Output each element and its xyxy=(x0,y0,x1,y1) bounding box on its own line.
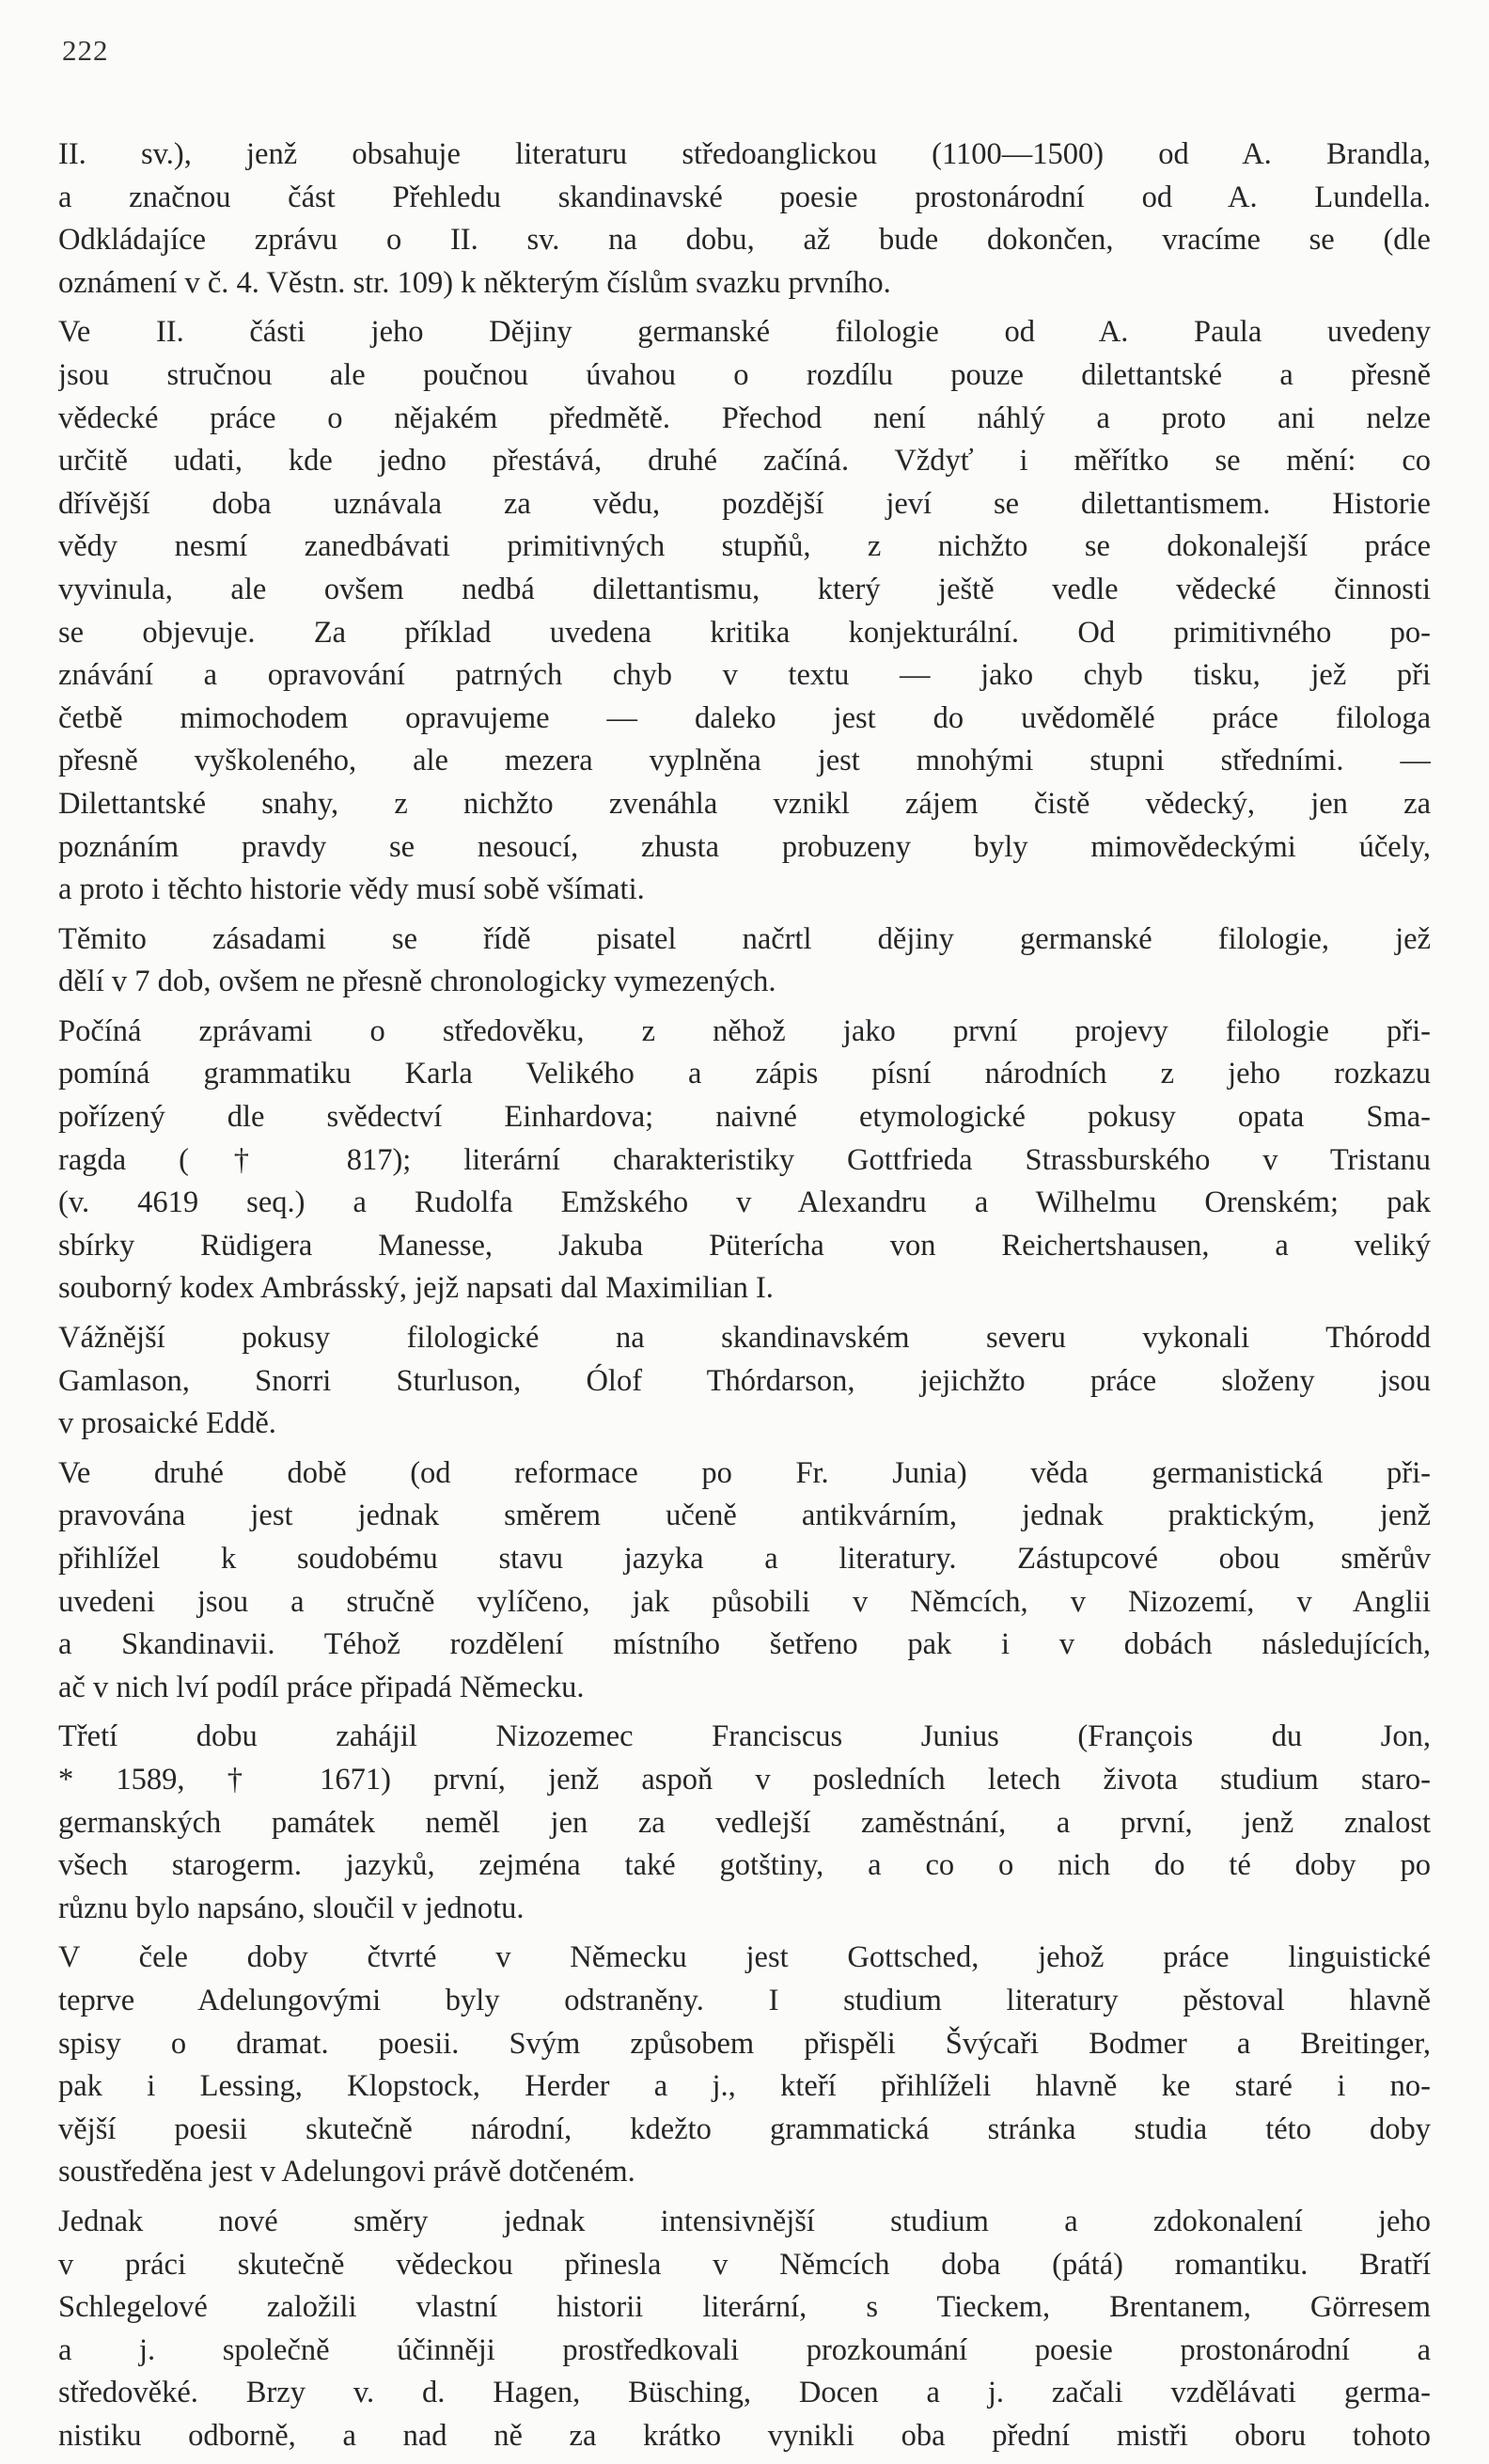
text-line: a proto i těchto historie vědy musí sobě všímati. xyxy=(58,872,645,907)
text-line: dřívější doba uznávala za vědu, pozdější jeví se dilettantismem. Historie xyxy=(58,486,1431,521)
text-line: v práci skutečně vědeckou přinesla v Němcích doba (pátá) romantiku. Bratří xyxy=(58,2247,1431,2282)
text-line: soustředěna jest v Adelungovi právě dotčeném. xyxy=(58,2155,635,2189)
text-line: různu bylo napsáno, sloučil v jednotu. xyxy=(58,1891,525,1925)
text-line: * 1589, † 1671) první, jenž aspoň v posledních letech života studium staro- xyxy=(58,1762,1431,1797)
text-line: jsou stručnou ale poučnou úvahou o rozdílu pouze dilettantské a přesně xyxy=(58,357,1431,392)
text-line: (v. 4619 seq.) a Rudolfa Emžského v Alexandru a Wilhelmu Orenském; pak xyxy=(58,1185,1431,1220)
text-line: a Skandinavii. Téhož rozdělení místního šetřeno pak i v dobách následujících, xyxy=(58,1627,1431,1662)
text-line: Počíná zprávami o středověku, z něhož jako první projevy filologie při- xyxy=(58,1013,1431,1048)
paragraph xyxy=(58,1011,1431,1310)
text-line: Ve druhé době (od reformace po Fr. Junia) věda germanistická při- xyxy=(58,1455,1431,1490)
text-line: všech starogerm. jazyků, zejména také gotštiny, a co o nich do té doby po xyxy=(58,1848,1431,1883)
text-line: Těmito zásadami se řídě pisatel načrtl dějiny germanské filologie, jež xyxy=(58,921,1431,956)
text-line: pořízený dle svědectví Einhardova; naivné etymologické pokusy opata Sma- xyxy=(58,1100,1431,1135)
text-line: sbírky Rüdigera Manesse, Jakuba Püterícha von Reichertshausen, a veliký xyxy=(58,1228,1431,1263)
text-line: V čele doby čtvrté v Německu jest Gottsched, jehož práce linguistické xyxy=(58,1940,1431,1975)
text-line: přesně vyškoleného, ale mezera vyplněna jest mnohými stupni středními. — xyxy=(58,744,1431,778)
body-text xyxy=(58,133,1431,2457)
text-line: Schlegelové založili vlastní historii literární, s Tieckem, Brentanem, Görresem xyxy=(58,2290,1431,2325)
paragraph-gap xyxy=(58,1004,1431,1011)
text-line: Ve II. části jeho Dějiny germanské filologie od A. Paula uvedeny xyxy=(58,315,1431,350)
paragraph xyxy=(58,1317,1431,1446)
page-number: 222 xyxy=(62,34,109,67)
text-line: vědecké práce o nějakém předmětě. Přechod není náhlý a proto ani nelze xyxy=(58,400,1431,435)
paragraph xyxy=(58,2201,1431,2458)
text-line: pravována jest jednak směrem učeně antikvárním, jednak praktickým, jenž xyxy=(58,1499,1431,1533)
paragraph-gap xyxy=(58,305,1431,311)
text-line: nistiku odborně, a nad ně za krátko vynikli oba přední mistři oboru tohoto xyxy=(58,2418,1431,2453)
text-line: vyvinula, ale ovšem nedbá dilettantismu, který ještě vedle vědecké činnosti xyxy=(58,572,1431,606)
text-line: II. sv.), jenž obsahuje literaturu středoanglickou (1100—1500) od A. Brandla, xyxy=(58,137,1431,171)
text-line: pomíná grammatiku Karla Velikého a zápis písní národních z jeho rozkazu xyxy=(58,1057,1431,1091)
text-line: a j. společně účinněji prostředkovali prozkoumání poesie prostonárodní a xyxy=(58,2332,1431,2367)
paragraph xyxy=(58,133,1431,305)
text-line: uvedeni jsou a stručně vylíčeno, jak působili v Němcích, v Nizozemí, v Anglii xyxy=(58,1584,1431,1619)
text-line: germanských památek neměl jen za vedlejší zaměstnání, a první, jenž znalost xyxy=(58,1805,1431,1840)
text-line: ragda († 817); literární charakteristiky Gottfrieda Strassburského v Tristanu xyxy=(58,1142,1431,1177)
text-line: oznámení v č. 4. Věstn. str. 109) k některým číslům svazku prvního. xyxy=(58,265,891,300)
text-line: Gamlason, Snorri Sturluson, Ólof Thórdarson, jejichžto práce složeny jsou xyxy=(58,1363,1431,1398)
paragraph xyxy=(58,918,1431,1004)
text-line: poznáním pravdy se nesoucí, zhusta probuzeny byly mimovědeckými účely, xyxy=(58,829,1431,864)
paragraph xyxy=(58,1452,1431,1710)
paragraph xyxy=(58,311,1431,911)
text-line: vější poesii skutečně národní, kdežto grammatická stránka studia této doby xyxy=(58,2111,1431,2146)
paragraph xyxy=(58,1716,1431,1930)
text-line: teprve Adelungovými byly odstraněny. I studium literatury pěstoval hlavně xyxy=(58,1983,1431,2017)
paragraph-gap xyxy=(58,1446,1431,1452)
text-line: Jednak nové směry jednak intensivnější studium a zdokonalení jeho xyxy=(58,2204,1431,2238)
text-line: Odkládajíce zprávu o II. sv. na dobu, až bude dokončen, vracíme se (dle xyxy=(58,223,1431,258)
text-line: Vážnější pokusy filologické na skandinavském severu vykonali Thórodd xyxy=(58,1321,1431,1356)
text-line: znávání a opravování patrných chyb v textu — jako chyb tisku, jež při xyxy=(58,658,1431,693)
text-line: dělí v 7 dob, ovšem ne přesně chronologicky vymezených. xyxy=(58,965,776,999)
text-line: četbě mimochodem opravujeme — daleko jest do uvědomělé práce filologa xyxy=(58,700,1431,735)
text-line: spisy o dramat. poesii. Svým způsobem přispěli Švýcaři Bodmer a Breitinger, xyxy=(58,2026,1431,2061)
paragraph-gap xyxy=(58,1310,1431,1317)
text-line: se objevuje. Za příklad uvedena kritika konjekturální. Od primitivného po- xyxy=(58,615,1431,650)
text-line: souborný kodex Ambrásský, jejž napsati dal Maximilian I. xyxy=(58,1271,774,1306)
paragraph-gap xyxy=(58,912,1431,918)
text-line: určitě udati, kde jedno přestává, druhé začíná. Vždyť i měřítko se mění: co xyxy=(58,444,1431,479)
text-line: a značnou část Přehledu skandinavské poesie prostonárodní od A. Lundella. xyxy=(58,180,1431,214)
paragraph xyxy=(58,1937,1431,2194)
text-line: přihlížel k soudobému stavu jazyka a literatury. Zástupcové obou směrův xyxy=(58,1542,1431,1576)
text-line: Dilettantské snahy, z nichžto zvenáhla vznikl zájem čistě vědecký, jen za xyxy=(58,786,1431,821)
paragraph-gap xyxy=(58,2194,1431,2201)
paragraph-gap xyxy=(58,1930,1431,1937)
paragraph-gap xyxy=(58,1709,1431,1716)
text-line: pak i Lessing, Klopstock, Herder a j., kteří přihlíželi hlavně ke staré i no- xyxy=(58,2069,1431,2104)
text-line: vědy nesmí zanedbávati primitivných stupňů, z nichžto se dokonalejší práce xyxy=(58,529,1431,564)
text-line: Třetí dobu zahájil Nizozemec Franciscus Junius (François du Jon, xyxy=(58,1719,1431,1754)
text-line: středověké. Brzy v. d. Hagen, Büsching, Docen a j. začali vzdělávati germa- xyxy=(58,2376,1431,2410)
text-line: v prosaické Eddě. xyxy=(58,1406,276,1441)
text-line: ač v nich lví podíl práce připadá Německu. xyxy=(58,1670,585,1704)
